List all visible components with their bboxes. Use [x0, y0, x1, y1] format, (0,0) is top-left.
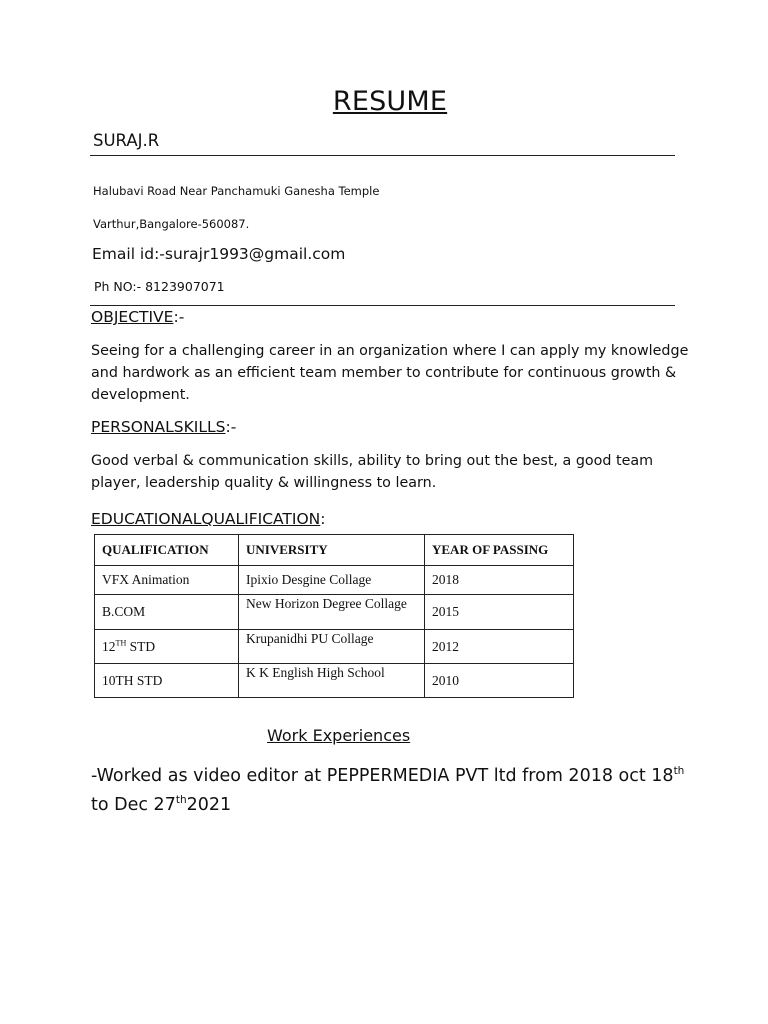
skills-text: Good verbal & communication skills, ability to bring out the best, a good team player, leadership quality & willingness to learn.	[91, 453, 654, 491]
cell-university: K K English High School	[239, 664, 425, 698]
objective-heading	[91, 308, 184, 326]
education-heading-text: EDUCATIONALQUALIFICATION	[91, 510, 321, 528]
candidate-name: SURAJ.R	[93, 131, 160, 150]
email: Email id:-surajr1993@gmail.com	[92, 245, 346, 263]
table-row	[95, 566, 574, 595]
qualification-superscript: TH	[115, 638, 127, 647]
cell-year: 2012	[425, 630, 574, 664]
cell-qualification: VFX Animation	[95, 566, 239, 595]
cell-year: 2015	[425, 595, 574, 630]
header-divider	[90, 155, 675, 156]
qualification-number: 12	[102, 638, 116, 654]
phone-number: Ph NO:- 8123907071	[94, 279, 225, 294]
skills-heading-suffix: :-	[225, 418, 237, 436]
work-superscript-2: th	[175, 794, 187, 807]
cell-year: 2018	[425, 566, 574, 595]
contact-divider	[90, 305, 675, 306]
document-title: RESUME	[332, 86, 448, 117]
table-row	[95, 630, 574, 664]
table-row	[95, 595, 574, 630]
education-heading-suffix: :	[320, 510, 326, 528]
skills-heading	[91, 418, 236, 436]
address-line-1: Halubavi Road Near Panchamuki Ganesha Temple	[93, 184, 380, 198]
objective-heading-suffix: :-	[173, 308, 185, 326]
cell-university: New Horizon Degree Collage	[239, 595, 425, 630]
work-experience-text	[91, 762, 701, 820]
header-qualification: QUALIFICATION	[95, 535, 239, 566]
objective-text: Seeing for a challenging career in an organization where I can apply my knowledge and hardwork as an efficient team member to contribute for continuous growth & development.	[91, 343, 689, 403]
cell-year: 2010	[425, 664, 574, 698]
table-header-row	[95, 535, 574, 566]
table-row	[95, 664, 574, 698]
header-university: UNIVERSITY	[239, 535, 425, 566]
work-text-part-2: to Dec 27	[91, 795, 176, 815]
objective-heading-text: OBJECTIVE	[91, 308, 174, 326]
education-heading	[91, 510, 326, 528]
header-year: YEAR OF PASSING	[425, 535, 574, 566]
cell-qualification	[95, 630, 239, 664]
cell-university: Krupanidhi PU Collage	[239, 630, 425, 664]
work-text-part-3: 2021	[186, 795, 232, 815]
cell-qualification: 10TH STD	[95, 664, 239, 698]
work-text-part-1: -Worked as video editor at PEPPERMEDIA PVT ltd from 2018 oct 18	[91, 766, 674, 786]
cell-qualification: B.COM	[95, 595, 239, 630]
education-table	[94, 534, 574, 698]
cell-university: Ipixio Desgine Collage	[239, 566, 425, 595]
skills-heading-text: PERSONALSKILLS	[91, 418, 226, 436]
address-line-2: Varthur,Bangalore-560087.	[93, 217, 250, 231]
qualification-suffix: STD	[126, 638, 156, 654]
work-experience-heading: Work Experiences	[267, 726, 411, 745]
work-superscript-1: th	[673, 765, 685, 778]
